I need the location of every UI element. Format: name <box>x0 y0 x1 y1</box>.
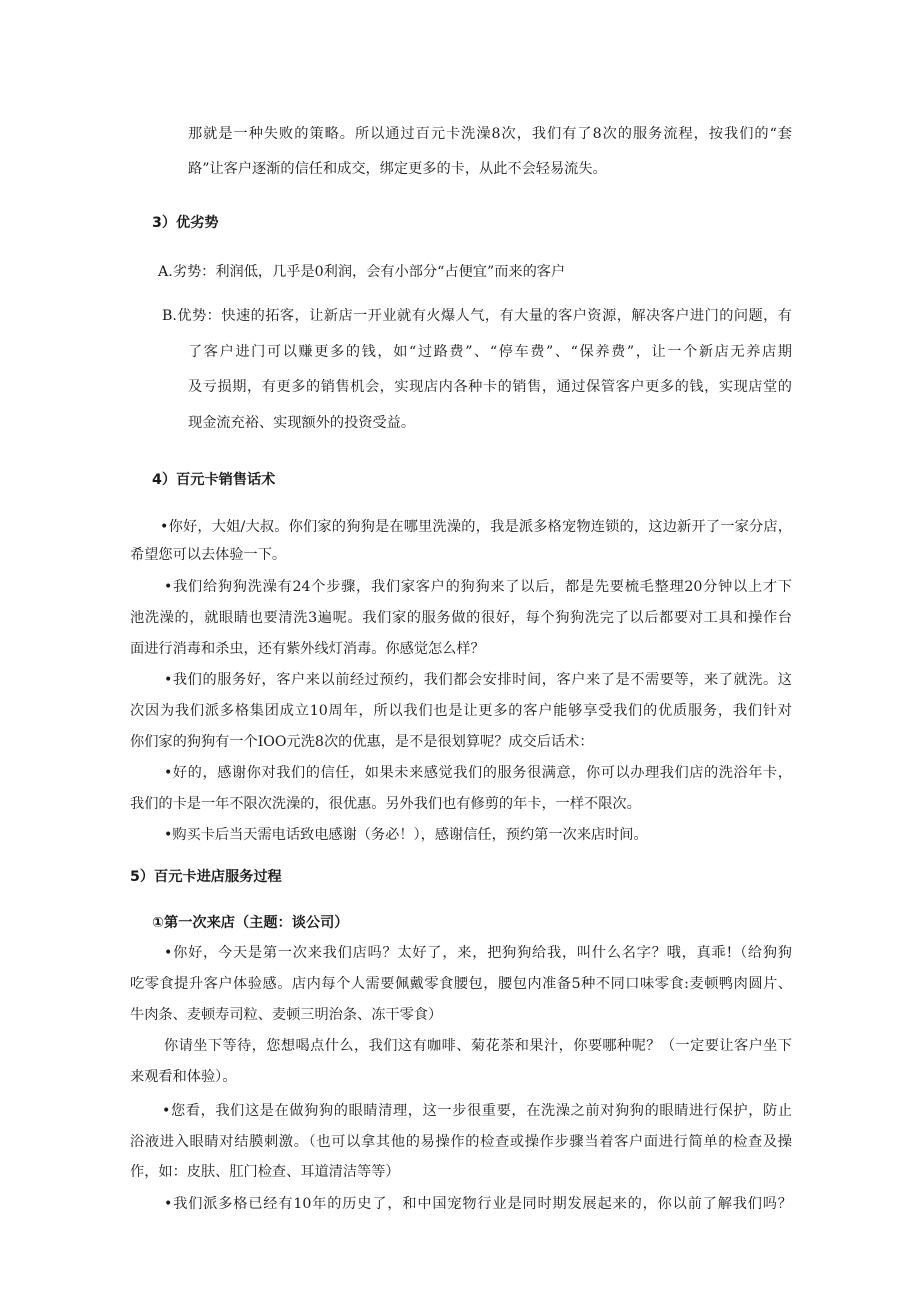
script-p1-line-1: •你好，大姐/大叔。你们家的狗狗是在哪里洗澡的，我是派多格宠物连锁的，这边新开了一家分店， <box>160 519 792 535</box>
script-p3-line-1: •我们的服务好，客户来以前经过预约，我们都会安排时间，客户来了是不需要等，来了就洗。这 <box>164 672 792 688</box>
section-5-heading: 5）百元卡进店服务过程 <box>130 869 282 885</box>
visit-q3-line-3: 作，如：皮肤、肛门检查、耳道清洁等等） <box>130 1164 400 1180</box>
first-visit-subheading: ①第一次来店（主题：谈公司） <box>152 915 349 931</box>
visit-q3-line-1: •您看，我们这是在做狗狗的眼睛清理，这一步很重要，在洗澡之前对狗狗的眼睛进行保护，防止 <box>162 1103 792 1119</box>
section-4-heading: 4）百元卡销售话术 <box>152 472 276 488</box>
script-p5-line-1: •购买卡后当天需电话致电感谢（务必！），感谢信任，预约第一次来店时间。 <box>164 827 648 843</box>
visit-q1-line-1: •你好，今天是第一次来我们店吗？太好了，来，把狗狗给我，叫什么名字？哦，真乖!（给狗狗 <box>164 945 792 961</box>
strength-line-3: 及亏损期，有更多的销售机会，实现店内各种卡的销售，通过保管客户更多的钱，实现店堂的 <box>188 379 792 395</box>
script-p2-line-2: 池洗澡的，就眼睛也要清洗3遍呢。我们家的服务做的很好，每个狗狗洗完了以后都要对工具和操作台 <box>130 610 792 626</box>
strength-line-1: B.优势：快速的拓客，让新店一开业就有火爆人气，有大量的客户资源，解决客户进门的问题，有 <box>162 308 792 324</box>
strength-line-2: 了客户进门可以赚更多的钱，如“过路费”、“停车费”、“保养费”，让一个新店无养店期 <box>188 344 792 360</box>
section-3-heading: 3）优劣势 <box>152 215 219 231</box>
script-p4-line-2: 我们的卡是一年不限次洗澡的，很优惠。另外我们也有修剪的年卡，一样不限次。 <box>130 796 641 812</box>
script-p1-line-2: 希望您可以去体验一下。 <box>130 547 287 563</box>
strength-line-4: 现金流充裕、实现额外的投资受益。 <box>188 415 416 431</box>
script-p3-line-2: 次因为我们派多格集团成立10周年，所以我们也是让更多的客户能够享受我们的优质服务，我们针对 <box>130 703 792 719</box>
intro-line-1: 那就是一种失败的策略。所以通过百元卡洗澡8次，我们有了8次的服务流程，按我们的“套 <box>188 126 792 142</box>
visit-q4-line-1: •我们派多格已经有10年的历史了，和中国宠物行业是同时期发展起来的，你以前了解我们吗？ <box>164 1196 792 1212</box>
script-p3-line-3: 你们家的狗狗有一个IOO元洗8次的优惠，是不是很划算呢？成交后话术： <box>130 734 594 750</box>
intro-line-2: 路”让客户逐渐的信任和成交，绑定更多的卡，从此不会轻易流失。 <box>188 161 607 177</box>
weakness-item: A.劣势：利润低，几乎是0利润，会有小部分“占便宜”而来的客户 <box>158 264 566 280</box>
visit-q2-line-2: 来观看和体验）。 <box>130 1069 237 1085</box>
script-p4-line-1: •好的，感谢你对我们的信任，如果未来感觉我们的服务很满意，你可以办理我们店的洗浴年卡， <box>164 765 792 781</box>
script-p2-line-3: 面进行消毒和杀虫，还有紫外线灯消毒。你感觉怎么样？ <box>130 641 485 657</box>
visit-q1-line-3: 牛肉条、麦顿寿司粒、麦顿三明治条、冻干零食） <box>130 1007 443 1023</box>
visit-q1-line-2: 吃零食提升客户体验感。店内每个人需要佩戴零食腰包，腰包内准备5种不同口味零食:麦顿鸭肉圆片、 <box>130 976 792 992</box>
visit-q3-line-2: 浴液进入眼睛对结膜刺激。（也可以拿其他的易操作的检查或操作步骤当着客户面进行简单的检查及操 <box>130 1134 792 1150</box>
script-p2-line-1: •我们给狗狗洗澡有24个步骤，我们家客户的狗狗来了以后，都是先要梳毛整理20分钟以上才下 <box>164 579 792 595</box>
visit-q2-line-1: 你请坐下等待，您想喝点什么，我们这有咖啡、菊花茶和果汁，你要哪种呢？（一定要让客户坐下 <box>164 1038 792 1054</box>
